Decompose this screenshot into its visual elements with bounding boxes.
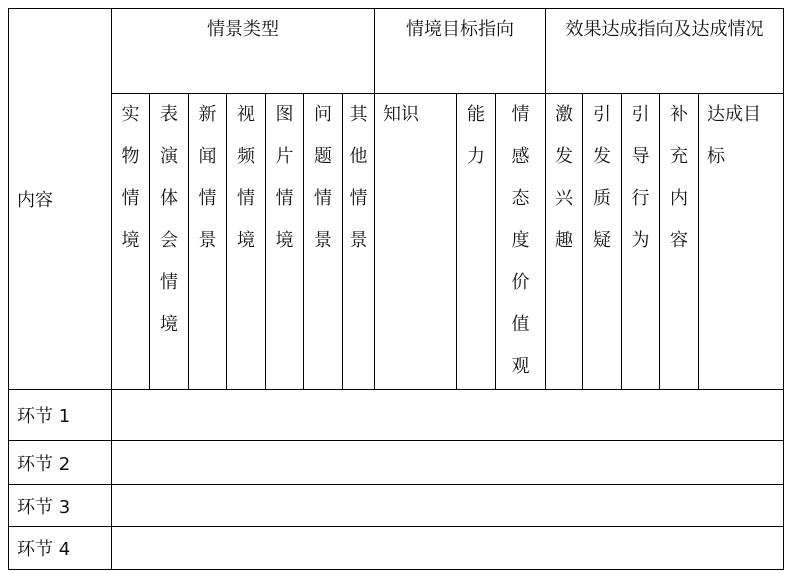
subheader-label: 知识	[383, 104, 419, 125]
row-content-cell[interactable]	[112, 441, 784, 485]
row-label: 环节 3	[9, 485, 112, 527]
subheader-cell	[304, 94, 343, 390]
subheader-label: 情感态度价值观	[511, 104, 530, 377]
subheader-label: 新闻情景	[198, 104, 217, 251]
subheader-cell	[496, 94, 546, 390]
subheader-cell	[189, 94, 227, 390]
subheader-label: 问题情景	[314, 104, 332, 251]
row-content-cell[interactable]	[112, 527, 784, 570]
subheader-label: 表演体会情境	[160, 104, 178, 335]
scenario-table	[8, 8, 784, 570]
effect-header-text: 效果达成指向及达成情况	[565, 19, 764, 40]
row-content-cell[interactable]	[112, 485, 784, 527]
subheader-cell	[622, 94, 660, 390]
subheader-label: 实物情境	[121, 104, 140, 251]
subheader-label: 激发兴趣	[555, 104, 573, 251]
subheader-label: 补充内容	[670, 104, 688, 251]
content-header: 内容	[9, 9, 112, 390]
subheader-cell	[546, 94, 583, 390]
row-label: 环节 2	[9, 441, 112, 485]
subheader-label: 视频情境	[237, 104, 255, 251]
subheader-label: 引导行为	[631, 104, 650, 251]
subheader-label: 达成目标	[707, 104, 761, 167]
subheader-cell	[457, 94, 496, 390]
subheader-cell	[112, 94, 150, 390]
effect-header	[546, 9, 784, 94]
subheader-cell	[660, 94, 699, 390]
scenario-type-header: 情景类型	[112, 9, 375, 94]
subheader-cell	[343, 94, 375, 390]
subheader-cell	[266, 94, 304, 390]
subheader-cell	[227, 94, 266, 390]
subheader-label: 图片情境	[275, 104, 294, 251]
subheader-label: 引发质疑	[593, 104, 611, 251]
row-label: 环节 1	[9, 390, 112, 441]
subheader-cell	[699, 94, 784, 390]
row-label: 环节 4	[9, 527, 112, 570]
goal-orientation-header: 情境目标指向	[375, 9, 546, 94]
subheader-cell	[583, 94, 622, 390]
subheader-label: 能力	[467, 104, 485, 167]
row-content-cell[interactable]	[112, 390, 784, 441]
subheader-label: 其他情景	[349, 104, 368, 251]
subheader-cell	[150, 94, 189, 390]
subheader-cell	[375, 94, 457, 390]
